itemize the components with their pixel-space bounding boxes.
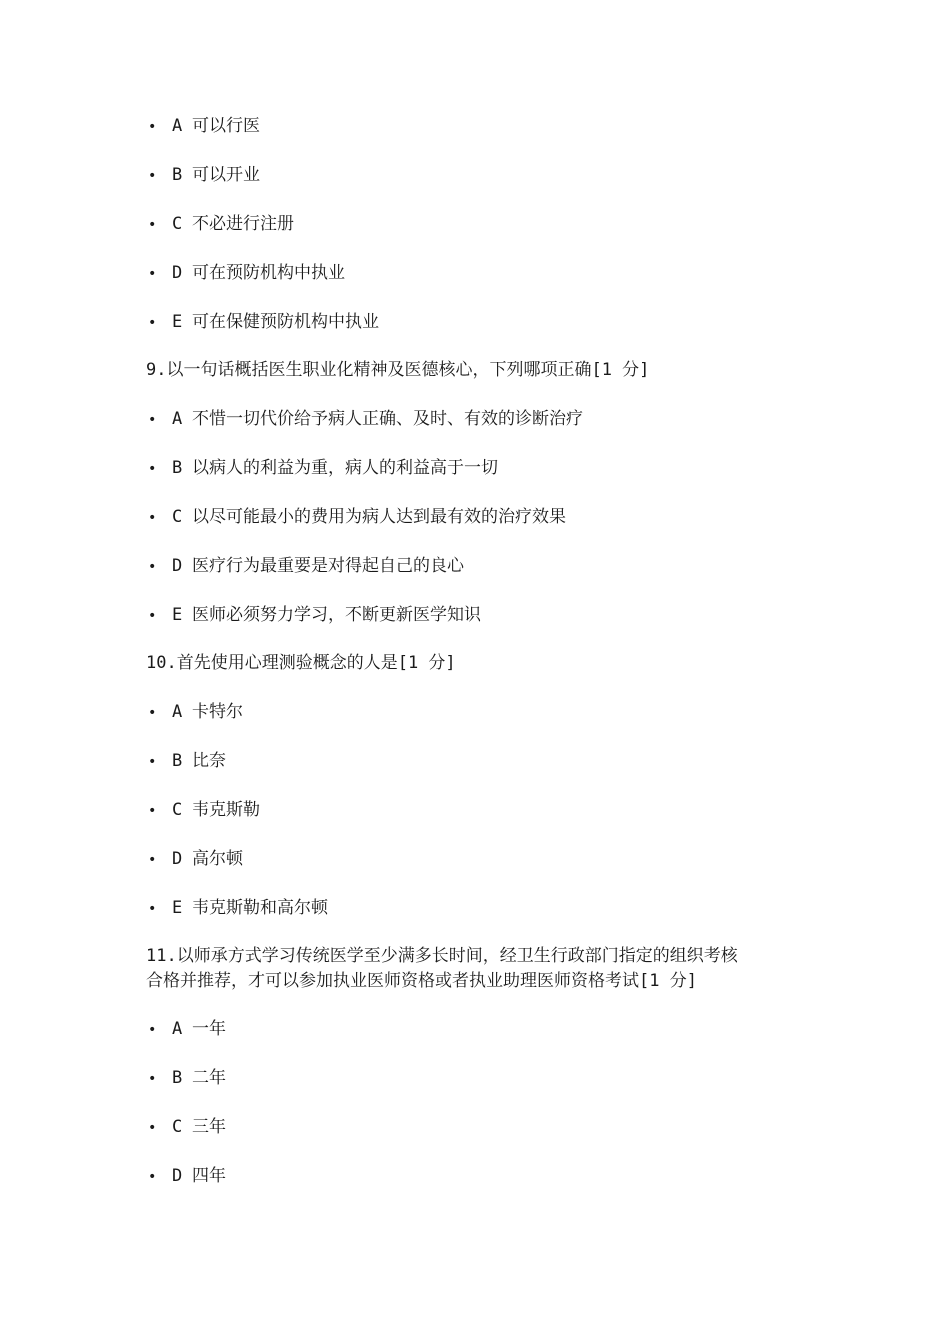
option-text: 三年 xyxy=(192,1117,226,1137)
option-text: 不必进行注册 xyxy=(192,214,294,234)
option-letter: D xyxy=(172,556,183,576)
option-letter: A xyxy=(172,702,183,722)
list-item xyxy=(148,848,243,871)
option-letter: A xyxy=(172,1019,183,1039)
option-letter: D xyxy=(172,1166,183,1186)
bullet-icon: • xyxy=(148,608,157,624)
list-item xyxy=(148,1165,226,1188)
bullet-icon: • xyxy=(148,1071,157,1087)
bullet-icon: • xyxy=(148,510,157,526)
option-text: 可在保健预防机构中执业 xyxy=(192,312,379,332)
option-letter: B xyxy=(172,1068,183,1088)
list-item xyxy=(148,311,379,334)
option-letter: C xyxy=(172,1117,183,1137)
question-stem-line-1: 11.以师承方式学习传统医学至少满多长时间，经卫生行政部门指定的组织考核 xyxy=(146,946,738,966)
bullet-icon: • xyxy=(148,559,157,575)
bullet-icon: • xyxy=(148,754,157,770)
option-text: 可以开业 xyxy=(192,165,260,185)
option-text: 不惜一切代价给予病人正确、及时、有效的诊断治疗 xyxy=(192,409,583,429)
bullet-icon: • xyxy=(148,119,157,135)
list-item xyxy=(148,604,481,627)
option-letter: B xyxy=(172,458,183,478)
option-letter: A xyxy=(172,409,183,429)
list-item xyxy=(148,1067,226,1090)
list-item xyxy=(148,701,243,724)
option-letter: E xyxy=(172,312,183,332)
bullet-icon: • xyxy=(148,315,157,331)
option-letter: B xyxy=(172,165,183,185)
bullet-icon: • xyxy=(148,461,157,477)
bullet-icon: • xyxy=(148,1120,157,1136)
option-text: 医疗行为最重要是对得起自己的良心 xyxy=(192,556,464,576)
option-letter: A xyxy=(172,116,183,136)
list-item xyxy=(148,408,583,431)
bullet-icon: • xyxy=(148,705,157,721)
list-item xyxy=(148,115,260,138)
option-letter: C xyxy=(172,507,183,527)
option-text: 二年 xyxy=(192,1068,226,1088)
option-letter: D xyxy=(172,263,183,283)
bullet-icon: • xyxy=(148,1022,157,1038)
bullet-icon: • xyxy=(148,1169,157,1185)
option-letter: D xyxy=(172,849,183,869)
option-text: 以病人的利益为重，病人的利益高于一切 xyxy=(192,458,498,478)
list-item xyxy=(148,799,260,822)
list-item xyxy=(148,506,566,529)
list-item xyxy=(148,457,498,480)
list-item xyxy=(148,164,260,187)
question-stem-line-2: 合格并推荐，才可以参加执业医师资格或者执业助理医师资格考试[1 分] xyxy=(146,971,697,991)
bullet-icon: • xyxy=(148,852,157,868)
question-stem: 9.以一句话概括医生职业化精神及医德核心，下列哪项正确[1 分] xyxy=(146,360,650,380)
list-item xyxy=(148,262,345,285)
option-text: 一年 xyxy=(192,1019,226,1039)
list-item xyxy=(148,750,226,773)
option-text: 卡特尔 xyxy=(192,702,243,722)
option-text: 可以行医 xyxy=(192,116,260,136)
option-letter: C xyxy=(172,214,183,234)
option-text: 四年 xyxy=(192,1166,226,1186)
option-text: 医师必须努力学习，不断更新医学知识 xyxy=(192,605,481,625)
bullet-icon: • xyxy=(148,901,157,917)
bullet-icon: • xyxy=(148,412,157,428)
list-item xyxy=(148,1018,226,1041)
option-letter: E xyxy=(172,898,183,918)
list-item xyxy=(148,555,464,578)
option-letter: E xyxy=(172,605,183,625)
option-letter: B xyxy=(172,751,183,771)
option-text: 可在预防机构中执业 xyxy=(192,263,345,283)
option-text: 以尽可能最小的费用为病人达到最有效的治疗效果 xyxy=(192,507,566,527)
option-text: 韦克斯勒和高尔顿 xyxy=(192,898,328,918)
bullet-icon: • xyxy=(148,168,157,184)
list-item xyxy=(148,1116,226,1139)
bullet-icon: • xyxy=(148,266,157,282)
list-item xyxy=(148,897,328,920)
list-item xyxy=(148,213,294,236)
bullet-icon: • xyxy=(148,217,157,233)
question-stem: 10.首先使用心理测验概念的人是[1 分] xyxy=(146,653,456,673)
bullet-icon: • xyxy=(148,803,157,819)
option-text: 高尔顿 xyxy=(192,849,243,869)
option-text: 比奈 xyxy=(192,751,226,771)
option-letter: C xyxy=(172,800,183,820)
option-text: 韦克斯勒 xyxy=(192,800,260,820)
